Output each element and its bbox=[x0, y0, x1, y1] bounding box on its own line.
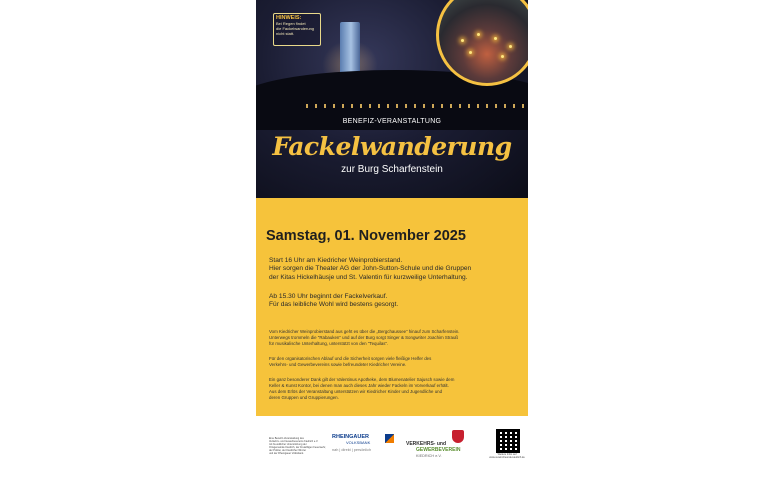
rain-notice-box bbox=[273, 13, 321, 46]
text-line: Verkehrs- und Gewerbevereins Kiedrich e.V. bbox=[269, 440, 319, 444]
bank-name-second: VOLKSBANK bbox=[346, 440, 371, 445]
text-line: www.vereinsfreunde-kiedrich.de bbox=[489, 456, 525, 459]
text-line: der Kitas Hickelhäusje und St. Valentin für kurzweilige Unterhaltung. bbox=[269, 273, 468, 281]
text-line: der Polizei, der Kiedricher Winzer bbox=[269, 449, 307, 453]
torch-light bbox=[477, 33, 480, 36]
association-name-line: VERKEHRS- und bbox=[406, 441, 446, 447]
thanks-paragraph bbox=[269, 377, 523, 401]
hero-night-photo bbox=[256, 0, 528, 198]
text-line: Aus dem Erlös der Veranstaltung unterstützen wir Kiedricher Kinder und Jugendliche und bbox=[269, 389, 443, 395]
text-line: Ab 15.30 Uhr beginnt der Fackelverkauf. bbox=[269, 293, 388, 300]
text-line: Weitere Infos auf bbox=[497, 453, 517, 456]
torch-light bbox=[501, 55, 504, 58]
text-line: Für den organisatorischen Ablauf und die Sicherheit sorgen viele fleißige Helfer des bbox=[269, 356, 432, 361]
text-line: Eine Benefiz-Veranstaltung des bbox=[269, 437, 304, 440]
torch-light bbox=[494, 37, 497, 40]
text-line: Verkehrs- und Gewerbevereins sowie befreundeter Kiedricher Vereine. bbox=[269, 362, 407, 368]
text-line: Hier sorgen die Theater AG der John-Sutton-Schule und die Gruppen bbox=[269, 265, 472, 273]
bank-mark-icon bbox=[385, 434, 394, 443]
sales-paragraph bbox=[269, 293, 523, 310]
text-line: Unterwegs trommeln die "Rabauken" und auf der Burg sorgt Singer & Songwriter Joachim Strauß bbox=[269, 335, 459, 341]
event-details bbox=[256, 198, 528, 416]
event-subtitle: zur Burg Scharfenstein bbox=[341, 164, 443, 175]
text-line: Keller & Kunst Kontor, bei denen man auch dieses Jahr wieder Fackeln im Vorverkauf erhält. bbox=[269, 383, 449, 389]
association-location: KIEDRICH e.V. bbox=[416, 454, 442, 458]
event-kicker: BENEFIZ-VERANSTALTUNG bbox=[342, 118, 442, 125]
torch-lights-row bbox=[306, 104, 528, 108]
torch-light bbox=[509, 45, 512, 48]
text-line: für musikalische Unterhaltung, unterstützt von den "Tequilas". bbox=[269, 341, 389, 347]
bank-logo bbox=[332, 434, 394, 458]
crest-icon bbox=[452, 430, 464, 443]
event-poster bbox=[256, 0, 528, 479]
route-paragraph bbox=[269, 329, 523, 347]
notice-line: nicht statt. bbox=[276, 31, 295, 36]
association-logo bbox=[406, 430, 472, 462]
text-line: und der Rheingauer Volksbank. bbox=[269, 452, 304, 456]
notice-title: HINWEIS: bbox=[276, 15, 302, 21]
helpers-paragraph bbox=[269, 356, 523, 368]
text-line: deren Gruppen und Gruppierungen. bbox=[269, 395, 339, 401]
event-title: Fackelwanderung bbox=[272, 132, 512, 161]
text-line: Vom Kiedricher Weinprobierstand aus geht es über die „Bergchaussee“ hinauf zum Scharfenstein. bbox=[269, 329, 460, 334]
torch-light bbox=[469, 51, 472, 54]
text-line: Ortsgemeinde Kiedrich, der Freiwilligen Feuerwehr, bbox=[269, 446, 326, 450]
torch-light bbox=[461, 39, 464, 42]
qr-code-icon[interactable] bbox=[496, 429, 520, 453]
text-line: mit freundlicher Unterstützung der bbox=[269, 443, 307, 447]
schedule-paragraph bbox=[269, 257, 523, 282]
qr-caption bbox=[487, 453, 527, 459]
notice-line: die Fackelwanderung bbox=[276, 26, 315, 31]
text-line: Für das leibliche Wohl wird bestens gesorgt. bbox=[269, 301, 399, 309]
text-line: Ein ganz besonderer Dank gilt der Valentinus Apotheke, dem Blumenatelier Sajusch sowie dem bbox=[269, 377, 455, 382]
sponsor-footer bbox=[256, 416, 528, 479]
organizer-note bbox=[269, 437, 326, 456]
event-date: Samstag, 01. November 2025 bbox=[266, 228, 466, 244]
notice-line: Bei Regen findet bbox=[276, 21, 306, 26]
association-name-line: GEWERBEVEREIN bbox=[416, 447, 461, 453]
text-line: Start 16 Uhr am Kiedricher Weinprobierstand. bbox=[269, 257, 403, 264]
bank-name: RHEINGAUER bbox=[332, 434, 369, 440]
bank-tagline: nah | direkt | persönlich bbox=[332, 448, 372, 452]
